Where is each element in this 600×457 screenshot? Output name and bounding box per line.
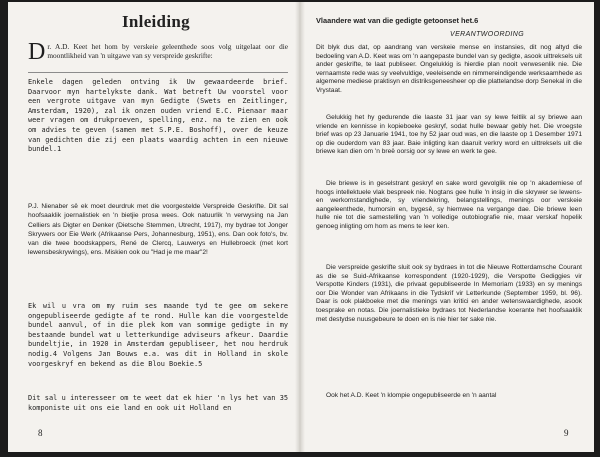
paragraph-4: Die verspreide geskrifte sluit ook sy bydraes in tot die Nieuwe Rotterdamsche Courant as die se Suid-Afrikaanse korrespondent (1920-1929), die Verspotte Gediggies vir Verspotte Kinders (1931), die privaat gepubliseerde In Memoriam (1933) en sy menings oor Die Wonder van Afrikaans in die Tydskrif vir Letterkunde (September 1959, bl. 96). Daar is ook plakboeke met die menings van kritici en ander wetenswaardighede, asook toesprake en notas. Die joernalistieke bydraes tot Nederlandse koerante het hoofsaaklik met destydse nuusgebeure te doen en is nie hier ter sake nie.: [316, 264, 582, 323]
book-spread: [8, 2, 594, 452]
quoted-letter-4: Dit sal u interesseer om te weet dat ek hier 'n lys het van 35 komponiste uit ons eie land en ook uit Holland en: [28, 394, 288, 412]
chapter-heading: Inleiding: [122, 12, 190, 31]
divider: [28, 72, 288, 73]
page-number-left: 8: [38, 428, 43, 438]
right-page: [302, 2, 594, 452]
continued-line: Vlaandere wat van die gedigte getoonset het.6: [316, 16, 479, 25]
paragraph-3: Die briewe is in geselstrant geskryf en sake word gevolglik nie op 'n akademiese of hoogs intellektuele vlak bespreek nie. Nogtans gee hulle 'n insig in die skrywer se lewens- en werkomstandighede, sy vriendekring, belangstellings, menings oor verskeie aangeleenthede, humorsin en, bygesê, sy hiemwee na vergange dae. Die briewe leen hulle nie tot die samestelling van 'n volledige outobiografie nie, maar verskaf hopelik genoeg inligting om hom as mens te leer ken.: [316, 180, 582, 230]
intro-paragraph: [28, 39, 288, 65]
paragraph-5: Ook het A.D. Keet 'n klompie ongepubliseerde en 'n aantal: [326, 392, 497, 399]
quoted-letter-1: Enkele dagen geleden ontving ik Uw gewaardeerde brief. Daarvoor myn hartelykste dank. Wat betreft Uw voorstel voor een vergrote uitgave van myn Gedigte (Swets en Zeitlinger, Amsterdam, 1920), zal ik onzen ouden vriend E.C. Pienaar maar weer vragen om drukproeven, spelling, enz. na te zien en ook om advies te geven (samen met S.P.E. Boshoff), over de keuze van gedichten die zij een plaats waardig achten in een nieuwe bundel.1: [28, 78, 288, 154]
paragraph-2: Gelukkig het hy gedurende die laaste 31 jaar van sy lewe feitlik al sy briewe aan vriende en kennisse in kopieboeke geskryf, sodat hulle bewaar gebly het. Die vroegste brief was op 23 Januarie 1941, toe hy 52 jaar oud was, en die laaste op 1 Desember 1971 op die ouderdom van 83 jaar. Baie inligting kan daaruit verkry word en uittreksels uit die briewe kan dien om 'n breë oorsig oor sy lewe en werk te gee.: [316, 114, 582, 156]
quoted-letter-3: Ek wil u vra om my ruim ses maande tyd te gee om sekere ongepubliseerde gedigte af te rond. Hulle kan die voorgestelde bundel aanvul, of in die plek kom van sommige gedigte in my bestaande bundel wat u letterkundige adviseurs afkeur. Daardie bundeltjie, in 1920 in Amsterdam gepubliseer, het nou herdruk nodig.4 Volgens Jan Bouws e.a. was dit in Holland in skole voorgeskryf en bekend as die Blou Boekie.5: [28, 302, 288, 368]
drop-cap: D: [28, 39, 46, 65]
page-number-right: 9: [564, 428, 569, 438]
section-heading: VERANTWOORDING: [450, 31, 525, 38]
left-page: [8, 2, 298, 452]
paragraph-1: Dit blyk dus dat, op aandrang van verskeie mense en instansies, dit nog altyd die bedoeling van A.D. Keet was om 'n aangepaste bundel van sy gedigte, asook uittreksels uit ander geskrifte, te laat publiseer. Ongelukkig is hierdie plan nooit verwesenlik nie. Die vernaamste rede was sy veelvuldige, veeleisende en nimmereindigende werksaamhede as algemene mediese praktisyn en distriksgeneesheer op die plattelandse dorp Senekal in die Vrystaat.: [316, 44, 582, 94]
intro-paragraph-text: r. A.D. Keet het hom by verskeie geleenthede soos volg uitgelaat oor die moontlikheid van 'n uitgawe van sy verspreide geskrifte:: [47, 42, 288, 61]
quoted-letter-2: P.J. Nienaber sê ek moet deurdruk met die voorgestelde Verspreide Geskrifte. Dit sal hoofsaaklik joernalistiek en 'n bietjie prosa wees. Ook natuurlik 'n verwysing na Jan Celliers als Digter en Denker (Dietsche Stemmen, Utrecht, 1917), my bydrae tot Jonger Skrywers oor Eie Werk (Afrikaanse Pers, Johannesburg, 1951), ens. Dan ook foto's, bv. van die twee boodskappers, René de Clercq, Lauwerys en Hullebroeck (met kort lewensbeskrywings), ens. Miskien ook ou "Had je me maar"2!: [28, 203, 288, 257]
